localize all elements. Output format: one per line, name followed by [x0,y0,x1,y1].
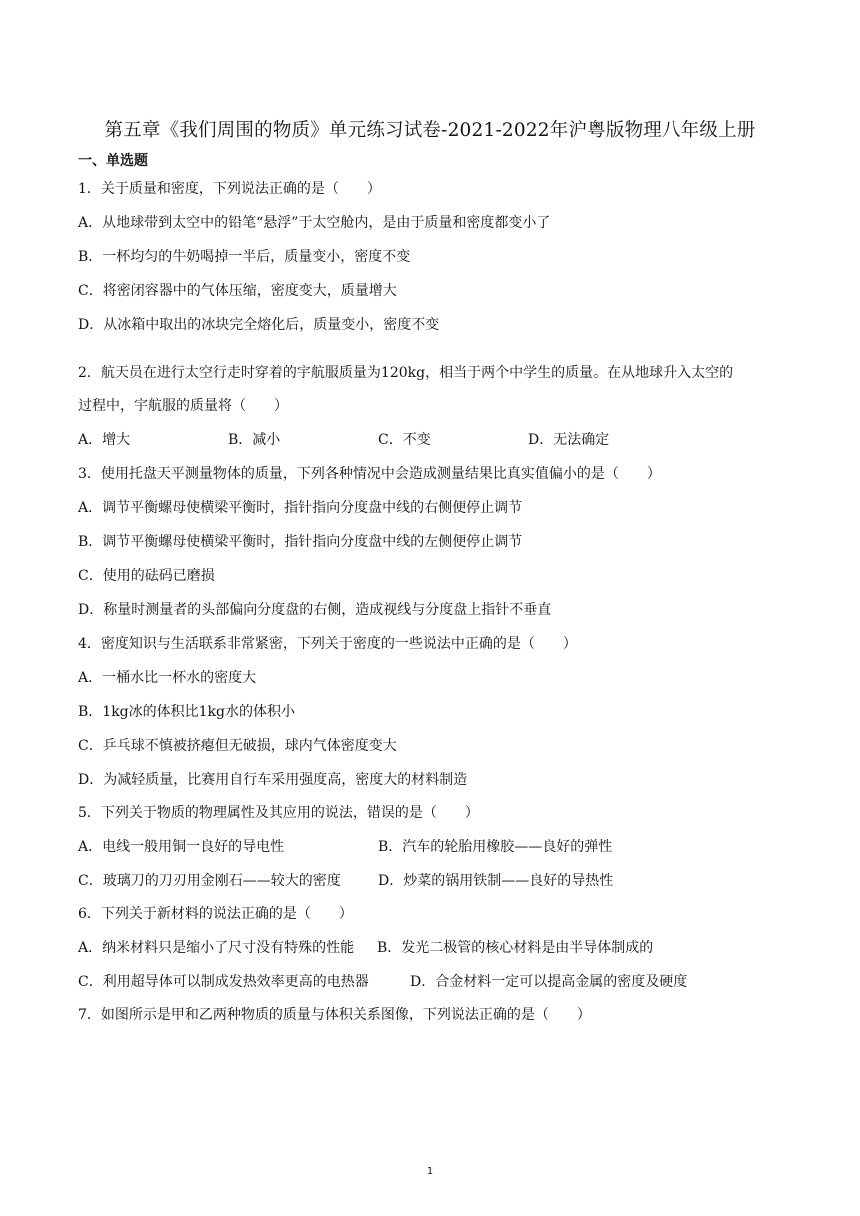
question-6-options-row1 [78,939,778,957]
question-5-option-a: A．电线一般用铜一良好的导电性 [78,839,285,855]
question-4-stem: 4．密度知识与生活联系非常紧密，下列关于密度的一些说法中正确的是（ ） [78,636,577,652]
question-3-stem: 3．使用托盘天平测量物体的质量，下列各种情况中会造成测量结果比真实值偏小的是（ ） [78,466,661,482]
question-6-option-d: D．合金材料一定可以提高金属的密度及硬度 [410,974,688,990]
question-7-stem: 7．如图所示是甲和乙两种物质的质量与体积关系图像，下列说法正确的是（ ） [78,1007,591,1023]
question-5-option-c: C．玻璃刀的刀刃用金刚石——较大的密度 [78,873,341,889]
question-3-option-c: C．使用的砝码已磨损 [78,568,215,584]
question-5-options-row1 [78,838,778,856]
question-2-stem-line2: 过程中，宇航服的质量将（ ） [78,398,288,414]
question-2-option-a: A．增大 [78,432,131,448]
question-5-options-row2 [78,872,778,890]
question-2-option-d: D．无法确定 [528,432,610,448]
question-3-option-a: A．调节平衡螺母使横梁平衡时，指针指向分度盘中线的右侧便停止调节 [78,500,523,516]
question-5-option-d: D．炒菜的锅用铁制——良好的导热性 [378,873,614,889]
section-heading: 一、单选题 [78,153,148,169]
question-4-option-a: A．一桶水比一杯水的密度大 [78,670,257,686]
question-6-option-b: B．发光二极管的核心材料是由半导体制成的 [377,940,654,956]
question-4-option-b: B．1kg冰的体积比1kg水的体积小 [78,704,295,720]
document-title: 第五章《我们周围的物质》单元练习试卷-2021-2022年沪粤版物理八年级上册 [104,120,756,141]
question-3-option-d: D．称量时测量者的头部偏向分度盘的右侧，造成视线与分度盘上指针不垂直 [78,602,552,618]
question-2-stem-line1: 2．航天员在进行太空行走时穿着的宇航服质量为120kg，相当于两个中学生的质量。在从地球升入太空的 [78,365,734,381]
question-3-option-b: B．调节平衡螺母使横梁平衡时，指针指向分度盘中线的左侧便停止调节 [78,534,523,550]
question-6-options-row2 [78,973,778,991]
question-5-stem: 5．下列关于物质的物理属性及其应用的说法，错误的是（ ） [78,805,479,821]
question-1-option-b: B．一杯均匀的牛奶喝掉一半后，质量变小，密度不变 [78,249,411,265]
question-4-option-d: D．为减轻质量，比赛用自行车采用强度高，密度大的材料制造 [78,772,468,788]
question-2-options [78,431,778,449]
question-6-stem: 6．下列关于新材料的说法正确的是（ ） [78,906,353,922]
question-1-option-d: D．从冰箱中取出的冰块完全熔化后，质量变小，密度不变 [78,317,440,333]
question-2-option-b: B．减小 [228,432,281,448]
question-6-option-c: C．利用超导体可以制成发热效率更高的电热器 [78,974,369,990]
question-1-option-c: C．将密闭容器中的气体压缩，密度变大，质量增大 [78,283,397,299]
question-4-option-c: C．乒乓球不慎被挤瘪但无破损，球内气体密度变大 [78,738,397,754]
page-number: 1 [426,1166,434,1177]
question-1-stem: 1．关于质量和密度，下列说法正确的是（ ） [78,181,381,197]
question-1-option-a: A．从地球带到太空中的铅笔“悬浮”于太空舱内，是由于质量和密度都变小了 [78,215,551,231]
question-5-option-b: B．汽车的轮胎用橡胶——良好的弹性 [378,839,613,855]
question-6-option-a: A．纳米材料只是缩小了尺寸没有特殊的性能 [78,940,355,956]
question-2-option-c: C．不变 [378,432,431,448]
